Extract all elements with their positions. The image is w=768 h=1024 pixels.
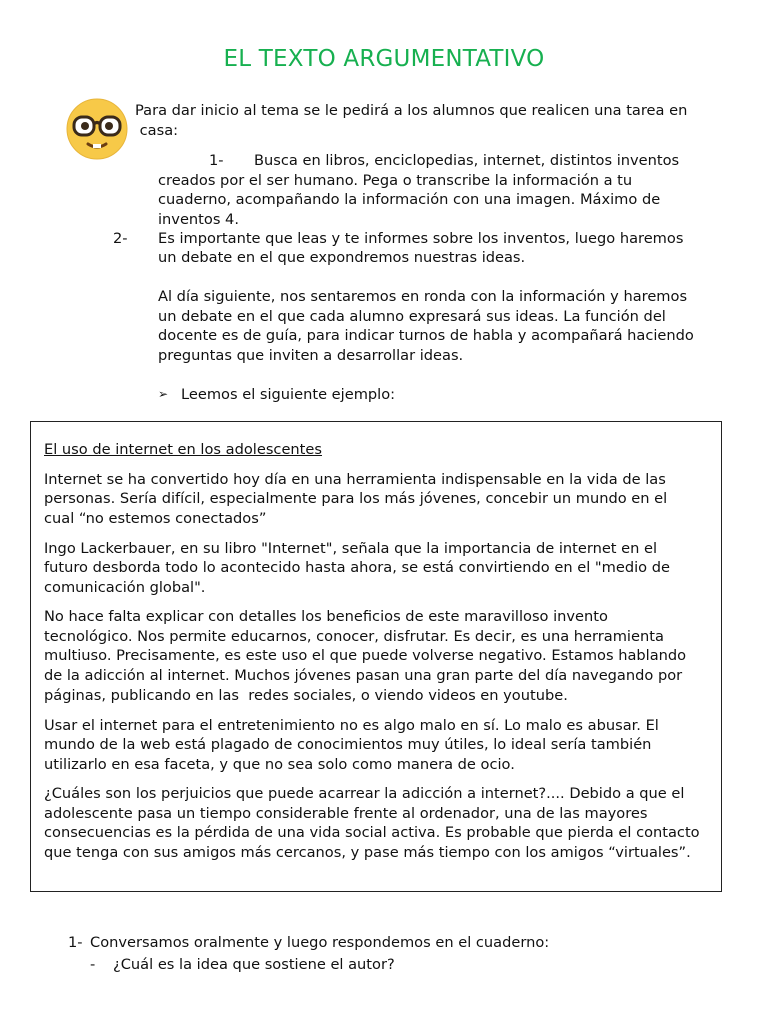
article-p3-line: páginas, publicando en las redes sociales, o viendo videos en youtube. (44, 687, 568, 704)
article-p3-line: No hace falta explicar con detalles los beneficios de este maravilloso invento (44, 608, 608, 625)
article-p2-line: Ingo Lackerbauer, en su libro "Internet", señala que la importancia de internet en el (44, 540, 658, 557)
article-p4-line: mundo de la web está plagado de conocimientos muy útiles, lo ideal sería también (44, 736, 652, 753)
article-p2-line: futuro desborda todo lo acontecido hasta ahora, se está convirtiendo en el "medio de (44, 559, 670, 576)
task-1-line: creados por el ser humano. Pega o transcribe la información a tu (158, 172, 633, 189)
task-2-line: un debate en el que expondremos nuestras ideas. (158, 249, 526, 266)
document-title: EL TEXTO ARGUMENTATIVO (223, 46, 545, 72)
article-p5-line: adolescente pasa un tiempo considerable frente al ordenador, una de las mayores (44, 805, 648, 822)
article-p3-line: de la adicción al internet. Muchos jóvenes pasan una gran parte del día navegando por (44, 667, 683, 684)
article-p5-line: que tenga con sus amigos más cercanos, y pase más tiempo con los amigos “virtuales”. (44, 844, 691, 861)
task-2-number: 2- (113, 230, 128, 247)
task-1-line: inventos 4. (158, 211, 239, 228)
intro-line-2: casa: (135, 122, 179, 139)
activity-number: 1- (68, 934, 83, 951)
article-p1-line: cual “no estemos conectados” (44, 510, 267, 527)
question-dash: - (90, 956, 96, 973)
task-2-line: Es importante que leas y te informes sobre los inventos, luego haremos (158, 230, 684, 247)
article-heading: El uso de internet en los adolescentes (44, 441, 322, 458)
article-p1-line: Internet se ha convertido hoy día en una herramienta indispensable en la vida de las (44, 471, 666, 488)
article-p3-line: multiuso. Precisamente, es este uso el que puede volverse negativo. Estamos hablando (44, 647, 687, 664)
arrow-bullet-icon: ➢ (158, 387, 169, 401)
activity-text: Conversamos oralmente y luego respondemos en el cuaderno: (90, 934, 550, 951)
article-p5-line: ¿Cuáles son los perjuicios que puede acarrear la adicción a internet?.... Debido a que el (44, 785, 685, 802)
article-p4-line: Usar el internet para el entretenimiento no es algo malo en sí. Lo malo es abusar. El (44, 717, 659, 734)
article-p3-line: tecnológico. Nos permite educarnos, conocer, disfrutar. Es decir, es una herramienta (44, 628, 664, 645)
activity-question: ¿Cuál es la idea que sostiene el autor? (113, 956, 395, 973)
debate-line: Al día siguiente, nos sentaremos en ronda con la información y haremos (158, 288, 688, 305)
debate-line: un debate en el que cada alumno expresará sus ideas. La función del (158, 308, 666, 325)
article-p2-line: comunicación global". (44, 579, 206, 596)
intro-line-1: Para dar inicio al tema se le pedirá a los alumnos que realicen una tarea en (135, 102, 688, 119)
article-p1-line: personas. Sería difícil, especialmente para los más jóvenes, concebir un mundo en el (44, 490, 668, 507)
article-p4-line: utilizarlo en esa faceta, y que no sea solo como manera de ocio. (44, 756, 515, 773)
task-1-number: 1- (209, 152, 224, 169)
debate-line: preguntas que inviten a desarrollar ideas. (158, 347, 464, 364)
task-1-line: cuaderno, acompañando la información con una imagen. Máximo de (158, 191, 661, 208)
article-p5-line: consecuencias es la pérdida de una vida social activa. Es probable que pierda el contacto (44, 824, 700, 841)
task-1-line: Busca en libros, enciclopedias, internet, distintos inventos (254, 152, 680, 169)
debate-line: docente es de guía, para indicar turnos de habla y acompañará haciendo (158, 327, 694, 344)
bullet-text: Leemos el siguiente ejemplo: (181, 386, 396, 403)
nerd-face-emoji-icon (66, 98, 128, 160)
